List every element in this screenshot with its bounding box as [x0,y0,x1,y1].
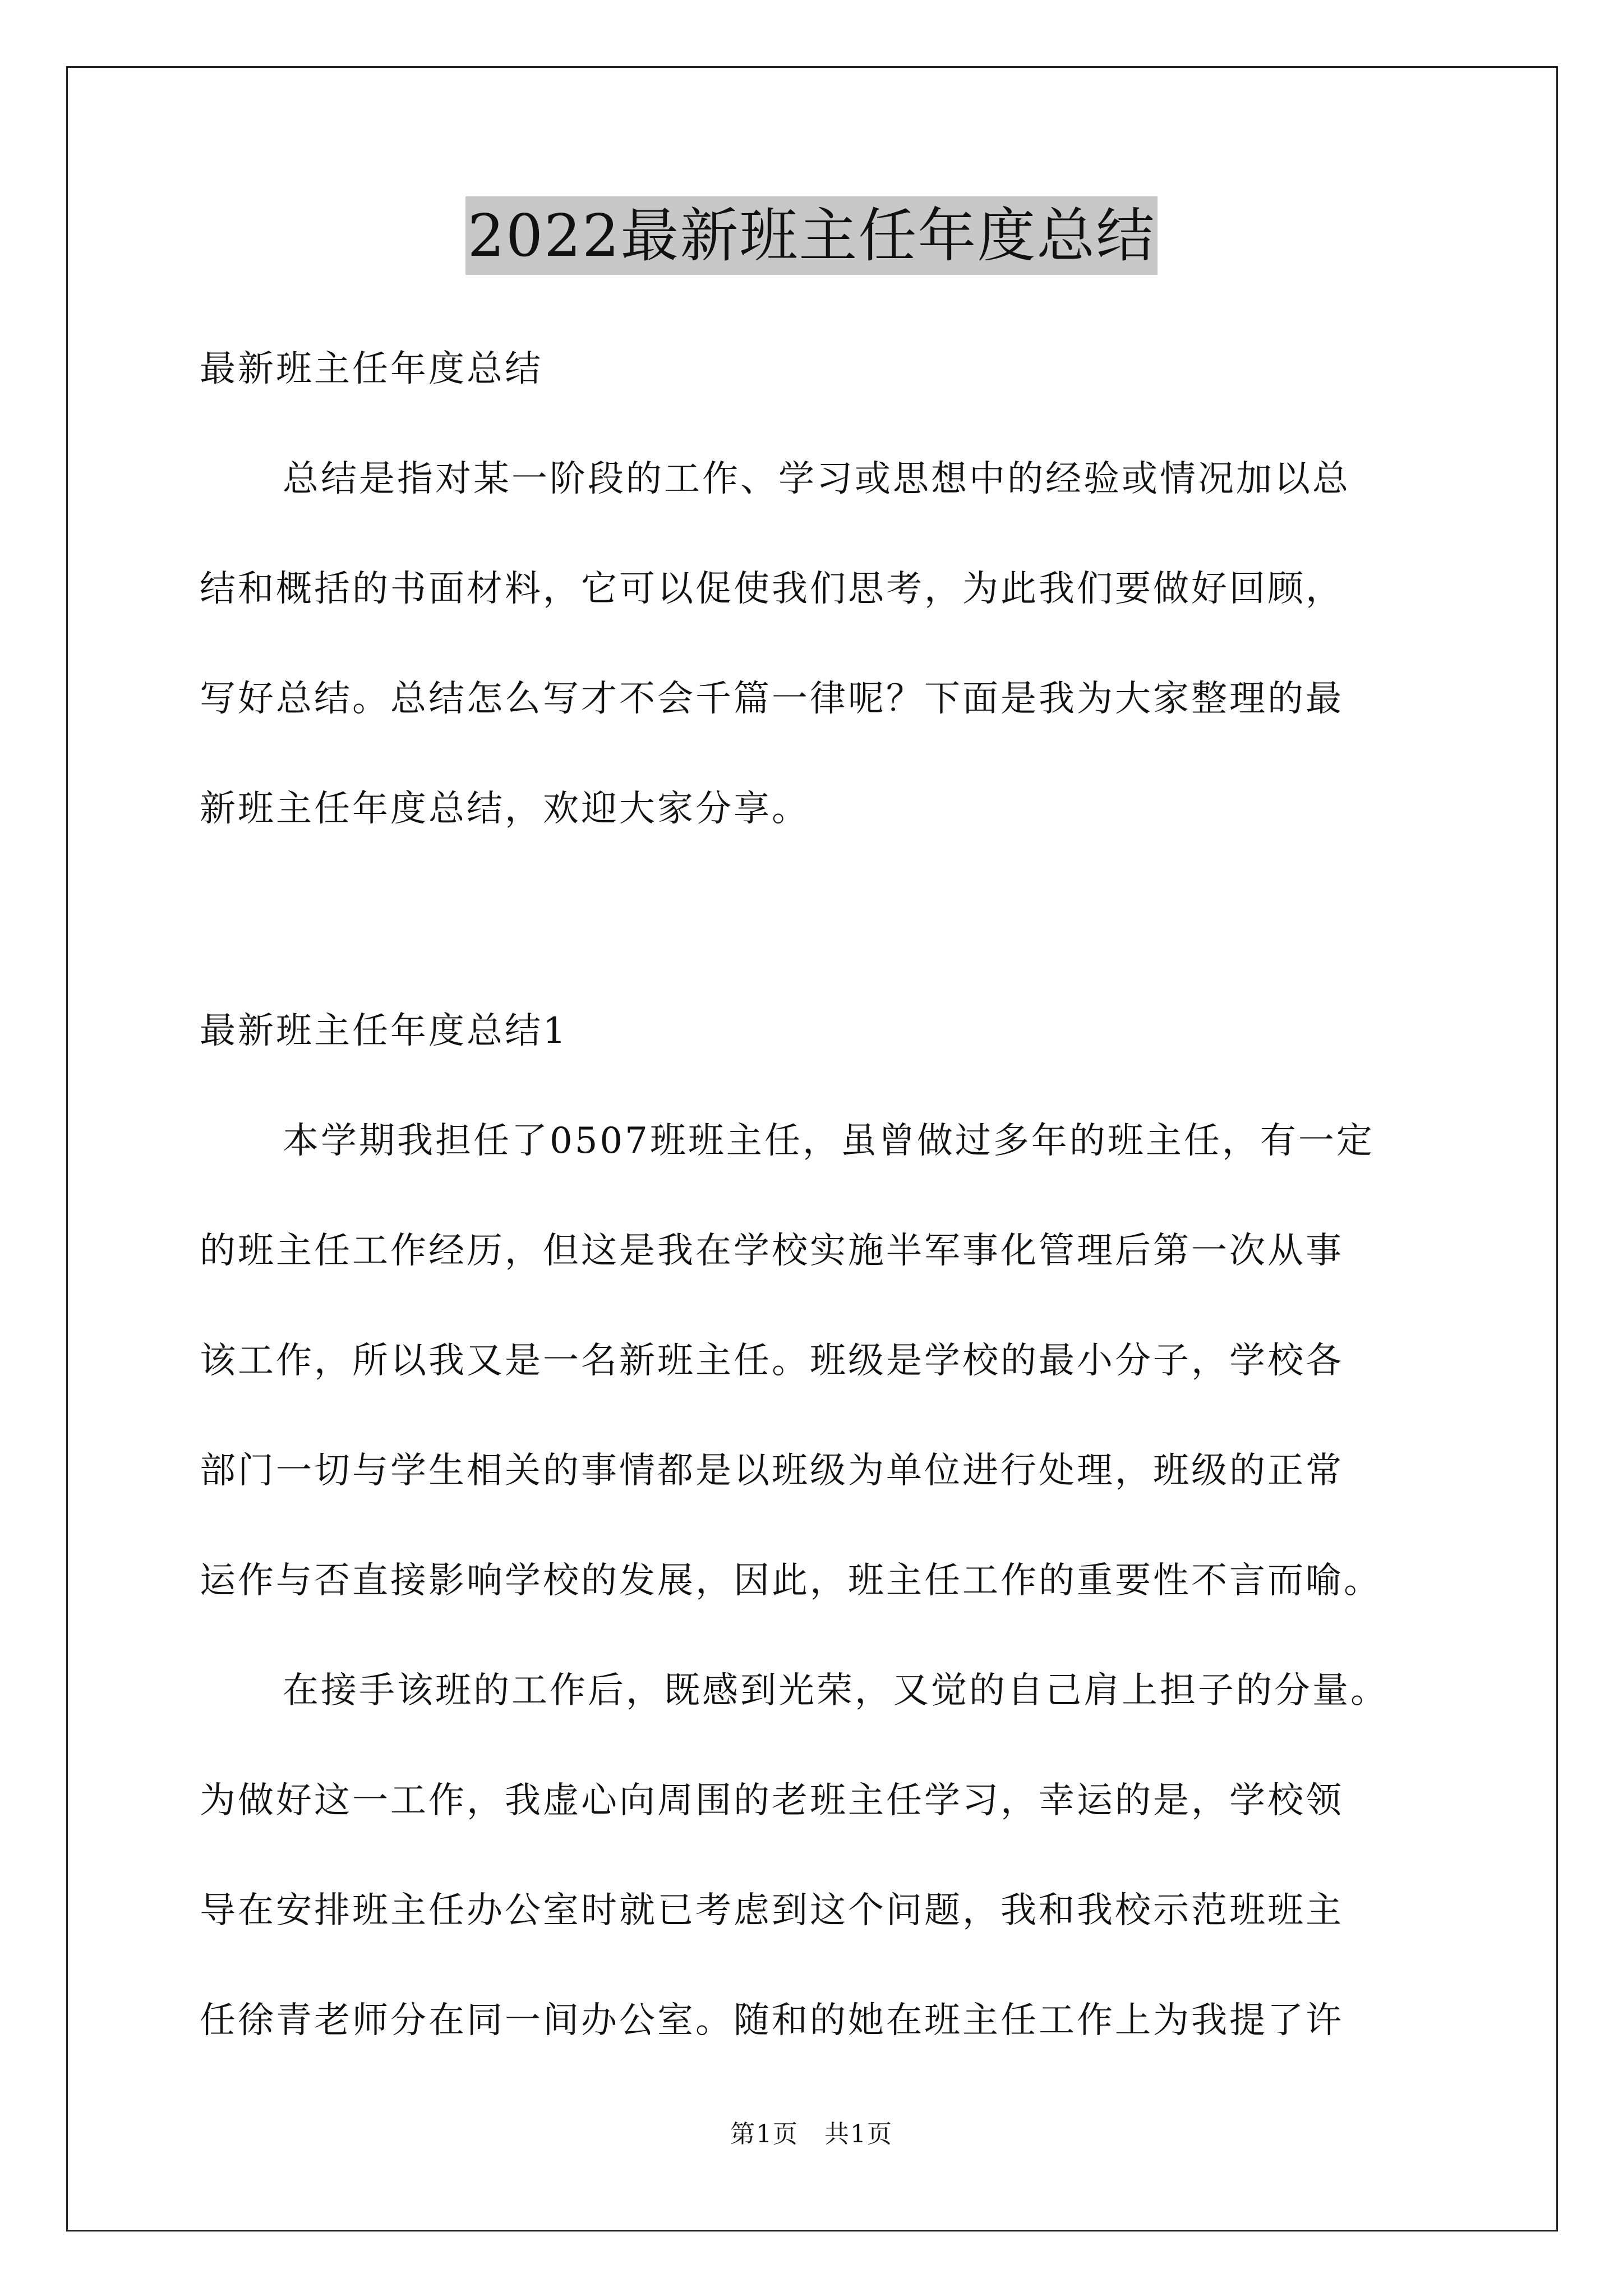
paragraph-line: 导在安排班主任办公室时就已考虑到这个问题，我和我校示范班班主 [200,1890,1344,1931]
document-body [200,314,1433,2076]
document-title: 2022最新班主任年度总结 [465,196,1158,275]
paragraph-line: 新班主任年度总结，欢迎大家分享。 [200,788,810,830]
title-container [0,196,1623,275]
paragraph-line: 为做好这一工作，我虚心向周围的老班主任学习，幸运的是，学校领 [200,1780,1344,1821]
page-footer: 第1页 共1页 [730,2120,893,2148]
paragraph-line: 结和概括的书面材料，它可以促使我们思考，为此我们要做好回顾， [200,568,1344,610]
paragraph-line: 在接手该班的工作后，既感到光荣，又觉的自己肩上担子的分量。 [283,1670,1389,1711]
paragraph-line: 的班主任工作经历，但这是我在学校实施半军事化管理后第一次从事 [200,1230,1344,1272]
section-heading: 最新班主任年度总结 [200,348,543,390]
paragraph-line: 总结是指对某一阶段的工作、学习或思想中的经验或情况加以总 [283,458,1350,500]
paragraph-line: 该工作，所以我又是一名新班主任。班级是学校的最小分子，学校各 [200,1340,1344,1382]
paragraph-line: 部门一切与学生相关的事情都是以班级为单位进行处理，班级的正常 [200,1450,1344,1492]
paragraph-line: 本学期我担任了0507班班主任，虽曾做过多年的班主任，有一定 [283,1120,1375,1162]
paragraph-line: 运作与否直接影响学校的发展，因此，班主任工作的重要性不言而喻。 [200,1560,1382,1602]
section-heading: 最新班主任年度总结1 [200,1010,568,1052]
paragraph-line: 任徐青老师分在同一间办公室。随和的她在班主任工作上为我提了许 [200,2000,1344,2041]
blank-line [200,864,1433,976]
paragraph-line: 写好总结。总结怎么写才不会千篇一律呢？下面是我为大家整理的最 [200,678,1344,720]
